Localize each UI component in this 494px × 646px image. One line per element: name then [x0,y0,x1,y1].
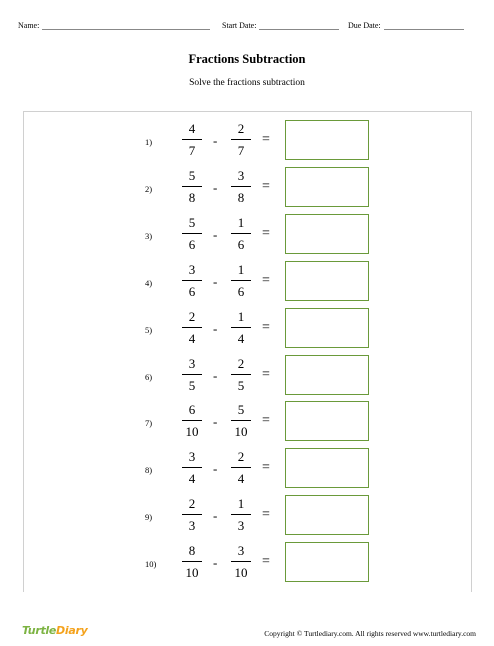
first-denominator: 4 [188,330,196,346]
start-date-field[interactable] [222,21,339,30]
first-denominator: 10 [185,565,199,581]
equals-sign: = [262,460,270,476]
second-fraction [231,496,251,534]
name-label: Name: [18,21,40,30]
fraction-bar [231,280,251,281]
fraction-bar [231,327,251,328]
second-numerator: 5 [237,402,245,418]
first-numerator: 3 [188,355,196,371]
second-fraction [231,402,251,440]
first-denominator: 6 [188,283,196,299]
second-denominator: 10 [234,565,248,581]
second-numerator: 3 [237,167,245,183]
fraction-bar [182,186,202,187]
fraction-bar [231,186,251,187]
problem-number: 9) [145,512,153,523]
problem-row [0,496,494,538]
fraction-bar [231,420,251,421]
second-denominator: 6 [237,236,245,252]
first-fraction [182,543,202,581]
problem-row [0,168,494,210]
minus-sign: - [213,555,218,571]
problem-row [0,121,494,163]
second-fraction [231,309,251,347]
minus-sign: - [213,367,218,383]
first-fraction [182,449,202,487]
second-fraction [231,262,251,300]
start-date-label: Start Date: [222,21,257,30]
first-fraction [182,121,202,159]
second-denominator: 8 [237,189,245,205]
answer-box[interactable] [285,401,369,441]
fraction-bar [182,561,202,562]
problem-row [0,215,494,257]
equals-sign: = [262,554,270,570]
first-fraction [182,215,202,253]
copyright-text: Copyright © Turtlediary.com. All rights reserved www.turtlediary.com [264,629,476,638]
minus-sign: - [213,226,218,242]
second-fraction [231,168,251,206]
due-date-label: Due Date: [348,21,381,30]
due-date-field[interactable] [348,21,464,30]
first-numerator: 2 [188,308,196,324]
equals-sign: = [262,225,270,241]
second-fraction [231,543,251,581]
minus-sign: - [213,273,218,289]
second-denominator: 10 [234,424,248,440]
problem-number: 3) [145,230,153,241]
fraction-bar [231,561,251,562]
fraction-bar [231,467,251,468]
fraction-bar [182,139,202,140]
first-fraction [182,402,202,440]
start-date-blank[interactable] [259,21,339,30]
first-denominator: 6 [188,236,196,252]
problem-number: 5) [145,324,153,335]
minus-sign: - [213,179,218,195]
equals-sign: = [262,366,270,382]
problem-row [0,449,494,491]
first-numerator: 5 [188,167,196,183]
second-denominator: 7 [237,143,245,158]
problem-number: 4) [145,277,153,288]
fraction-bar [231,514,251,515]
first-numerator: 8 [188,543,196,559]
first-numerator: 6 [188,402,196,418]
fraction-bar [182,514,202,515]
problem-number: 10) [145,559,157,570]
answer-box[interactable] [285,448,369,488]
second-fraction [231,356,251,394]
fraction-bar [231,374,251,375]
page-title: Fractions Subtraction [188,52,306,66]
first-denominator: 7 [188,143,196,158]
problem-number: 1) [145,137,153,147]
fraction-bar [182,374,202,375]
first-numerator: 3 [188,449,196,465]
fraction-bar [231,139,251,140]
equals-sign: = [262,319,270,335]
answer-box[interactable] [285,214,369,254]
first-numerator: 3 [188,261,196,277]
equals-sign: = [262,413,270,429]
answer-box[interactable] [285,355,369,395]
minus-sign: - [213,508,218,524]
first-denominator: 4 [188,471,196,487]
second-denominator: 3 [237,518,245,534]
turtlediary-logo: TurtleDiary [22,624,88,637]
second-fraction [231,215,251,253]
second-numerator: 3 [237,543,245,559]
second-numerator: 2 [237,121,245,136]
name-blank[interactable] [42,21,210,30]
second-numerator: 1 [237,214,245,230]
first-numerator: 4 [188,121,196,136]
first-numerator: 5 [188,214,196,230]
answer-box[interactable] [285,495,369,535]
problem-number: 2) [145,183,153,194]
first-denominator: 8 [188,189,196,205]
answer-box[interactable] [285,261,369,301]
answer-box[interactable] [285,308,369,348]
second-denominator: 5 [237,377,245,393]
second-numerator: 1 [237,261,245,277]
page-subtitle: Solve the fractions subtraction [189,78,305,88]
problem-number: 7) [145,418,153,429]
first-fraction [182,356,202,394]
second-denominator: 4 [237,330,245,346]
fraction-bar [182,327,202,328]
minus-sign: - [213,461,218,477]
problem-row [0,543,494,585]
second-fraction [231,121,251,159]
first-denominator: 10 [185,424,199,440]
fraction-bar [182,420,202,421]
first-fraction [182,309,202,347]
problem-row [0,262,494,304]
second-numerator: 1 [237,496,245,512]
fraction-bar [182,467,202,468]
minus-sign: - [213,133,218,148]
minus-sign: - [213,414,218,430]
due-date-blank[interactable] [384,21,464,30]
fraction-bar [182,280,202,281]
header-fields [18,21,478,35]
name-field[interactable] [18,21,210,30]
fraction-bar [182,233,202,234]
minus-sign: - [213,320,218,336]
second-numerator: 2 [237,355,245,371]
second-denominator: 4 [237,471,245,487]
first-fraction [182,262,202,300]
equals-sign: = [262,178,270,194]
equals-sign: = [262,132,270,147]
second-numerator: 1 [237,308,245,324]
first-numerator: 2 [188,496,196,512]
first-denominator: 3 [188,518,196,534]
problem-row [0,356,494,398]
answer-box[interactable] [285,120,369,160]
answer-box[interactable] [285,167,369,207]
problem-row [0,309,494,351]
problem-row [0,402,494,444]
equals-sign: = [262,272,270,288]
problem-number: 8) [145,465,153,476]
first-fraction [182,168,202,206]
first-fraction [182,496,202,534]
first-denominator: 5 [188,377,196,393]
problem-number: 6) [145,371,153,382]
second-denominator: 6 [237,283,245,299]
second-fraction [231,449,251,487]
fraction-bar [231,233,251,234]
answer-box[interactable] [285,542,369,582]
second-numerator: 2 [237,449,245,465]
equals-sign: = [262,507,270,523]
